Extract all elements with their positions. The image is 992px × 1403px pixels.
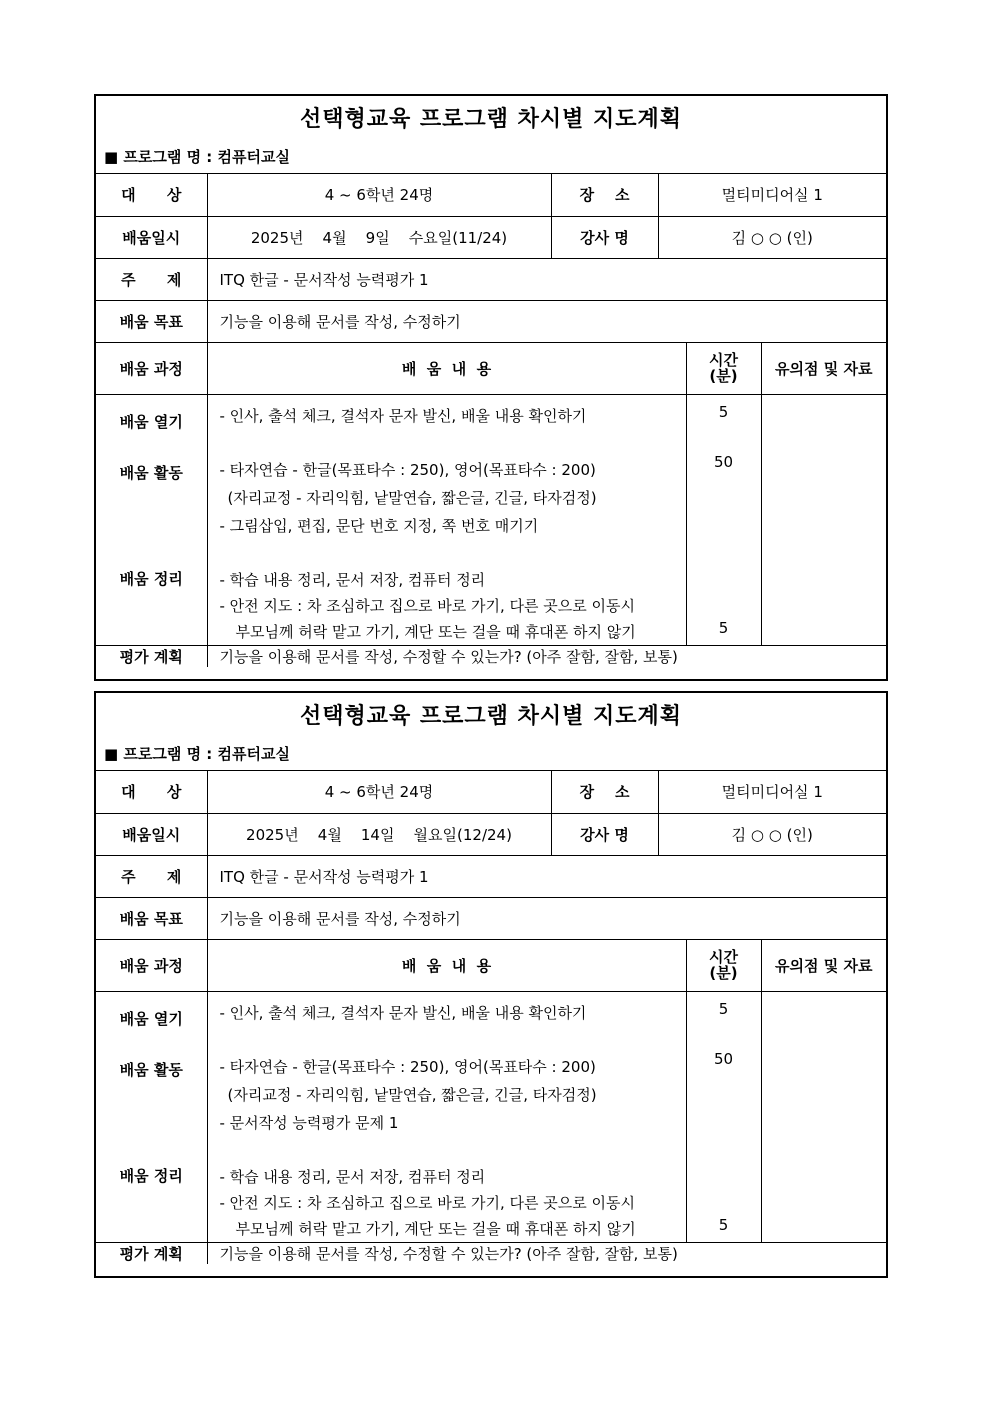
program-name: ■ 프로그램 명 : 컴퓨터교실 xyxy=(104,745,290,763)
instructor-value: 김 ○ ○ (인) xyxy=(658,216,886,258)
lesson-plan-1 xyxy=(94,94,888,681)
content-line: - 인사, 출석 체크, 결석자 문자 발신, 배울 내용 확인하기 xyxy=(219,1003,587,1022)
notes-cell xyxy=(761,394,886,645)
time-activity: 50 xyxy=(713,1049,734,1068)
content-line: (자리교정 - 자리익힘, 낱말연습, 짧은글, 긴글, 타자검정) xyxy=(227,1085,597,1104)
plan-table xyxy=(96,771,886,1264)
stage-activity: 배움 활동 xyxy=(119,463,183,482)
content-line: - 타자연습 - 한글(목표타수 : 250), 영어(목표타수 : 200) xyxy=(219,1057,596,1076)
content-line: - 안전 지도 : 차 조심하고 집으로 바로 가기, 다른 곳으로 이동시 xyxy=(219,1193,635,1212)
plan-header xyxy=(96,693,886,771)
subject-label: 주 제 xyxy=(96,258,207,300)
contents-cell xyxy=(207,394,686,645)
eval-label: 평가 계획 xyxy=(96,645,207,667)
place-value: 멀티미디어실 1 xyxy=(658,771,886,813)
time-header xyxy=(686,342,761,394)
eval-value: 기능을 이용해 문서를 작성, 수정할 수 있는가? (아주 잘함, 잘함, 보통) xyxy=(207,645,886,667)
plan-title: 선택형교육 프로그램 차시별 지도계획 xyxy=(299,106,682,132)
date-label: 배움일시 xyxy=(96,813,207,855)
place-label: 장 소 xyxy=(551,771,658,813)
process-header: 배움 과정 xyxy=(96,342,207,394)
eval-value: 기능을 이용해 문서를 작성, 수정할 수 있는가? (아주 잘함, 잘함, 보통) xyxy=(207,1242,886,1264)
place-label: 장 소 xyxy=(551,174,658,216)
content-line: (자리교정 - 자리익힘, 낱말연습, 짧은글, 긴글, 타자검정) xyxy=(227,488,597,507)
instructor-label: 강사 명 xyxy=(551,813,658,855)
time-wrapup: 5 xyxy=(718,618,729,637)
notes-cell xyxy=(761,991,886,1242)
lesson-plan-2 xyxy=(94,691,888,1278)
stages-cell xyxy=(96,991,207,1242)
plan-title: 선택형교육 프로그램 차시별 지도계획 xyxy=(299,703,682,729)
times-cell xyxy=(686,394,761,645)
stage-open: 배움 열기 xyxy=(119,412,183,431)
content-line: - 학습 내용 정리, 문서 저장, 컴퓨터 정리 xyxy=(219,570,486,589)
content-line: - 문서작성 능력평가 문제 1 xyxy=(219,1113,399,1132)
stage-wrapup: 배움 정리 xyxy=(119,569,183,588)
date-value: 2025년 4월 14일 월요일(12/24) xyxy=(207,813,551,855)
goal-value: 기능을 이용해 문서를 작성, 수정하기 xyxy=(207,897,886,939)
place-value: 멀티미디어실 1 xyxy=(658,174,886,216)
process-header: 배움 과정 xyxy=(96,939,207,991)
target-label: 대 상 xyxy=(96,771,207,813)
time-open: 5 xyxy=(718,402,729,421)
notes-header: 유의점 및 자료 xyxy=(761,342,886,394)
goal-label: 배움 목표 xyxy=(96,300,207,342)
content-header: 배 움 내 용 xyxy=(207,939,686,991)
time-header xyxy=(686,939,761,991)
content-line: - 인사, 출석 체크, 결석자 문자 발신, 배울 내용 확인하기 xyxy=(219,406,587,425)
time-header-line-2: (분) xyxy=(709,964,738,982)
time-activity: 50 xyxy=(713,452,734,471)
subject-value: ITQ 한글 - 문서작성 능력평가 1 xyxy=(207,855,886,897)
notes-header: 유의점 및 자료 xyxy=(761,939,886,991)
time-header-line-1: 시간 xyxy=(709,351,738,369)
times-cell xyxy=(686,991,761,1242)
subject-label: 주 제 xyxy=(96,855,207,897)
plan-table xyxy=(96,174,886,667)
date-value: 2025년 4월 9일 수요일(11/24) xyxy=(207,216,551,258)
content-line: - 그림삽입, 편집, 문단 번호 지정, 쪽 번호 매기기 xyxy=(219,516,539,535)
target-label: 대 상 xyxy=(96,174,207,216)
instructor-value: 김 ○ ○ (인) xyxy=(658,813,886,855)
program-name: ■ 프로그램 명 : 컴퓨터교실 xyxy=(104,148,290,166)
time-open: 5 xyxy=(718,999,729,1018)
subject-value: ITQ 한글 - 문서작성 능력평가 1 xyxy=(207,258,886,300)
content-line: 부모님께 허락 맡고 가기, 계단 또는 걸을 때 휴대폰 하지 않기 xyxy=(235,622,636,641)
contents-cell xyxy=(207,991,686,1242)
content-line: - 학습 내용 정리, 문서 저장, 컴퓨터 정리 xyxy=(219,1167,486,1186)
time-header-line-1: 시간 xyxy=(709,948,738,966)
goal-value: 기능을 이용해 문서를 작성, 수정하기 xyxy=(207,300,886,342)
stage-open: 배움 열기 xyxy=(119,1009,183,1028)
eval-label: 평가 계획 xyxy=(96,1242,207,1264)
content-line: - 안전 지도 : 차 조심하고 집으로 바로 가기, 다른 곳으로 이동시 xyxy=(219,596,635,615)
plan-header xyxy=(96,96,886,174)
instructor-label: 강사 명 xyxy=(551,216,658,258)
stage-activity: 배움 활동 xyxy=(119,1060,183,1079)
content-header: 배 움 내 용 xyxy=(207,342,686,394)
goal-label: 배움 목표 xyxy=(96,897,207,939)
content-line: - 타자연습 - 한글(목표타수 : 250), 영어(목표타수 : 200) xyxy=(219,460,596,479)
stage-wrapup: 배움 정리 xyxy=(119,1166,183,1185)
target-value: 4 ~ 6학년 24명 xyxy=(207,771,551,813)
time-header-line-2: (분) xyxy=(709,367,738,385)
time-wrapup: 5 xyxy=(718,1215,729,1234)
content-line: 부모님께 허락 맡고 가기, 계단 또는 걸을 때 휴대폰 하지 않기 xyxy=(235,1219,636,1238)
stages-cell xyxy=(96,394,207,645)
date-label: 배움일시 xyxy=(96,216,207,258)
target-value: 4 ~ 6학년 24명 xyxy=(207,174,551,216)
